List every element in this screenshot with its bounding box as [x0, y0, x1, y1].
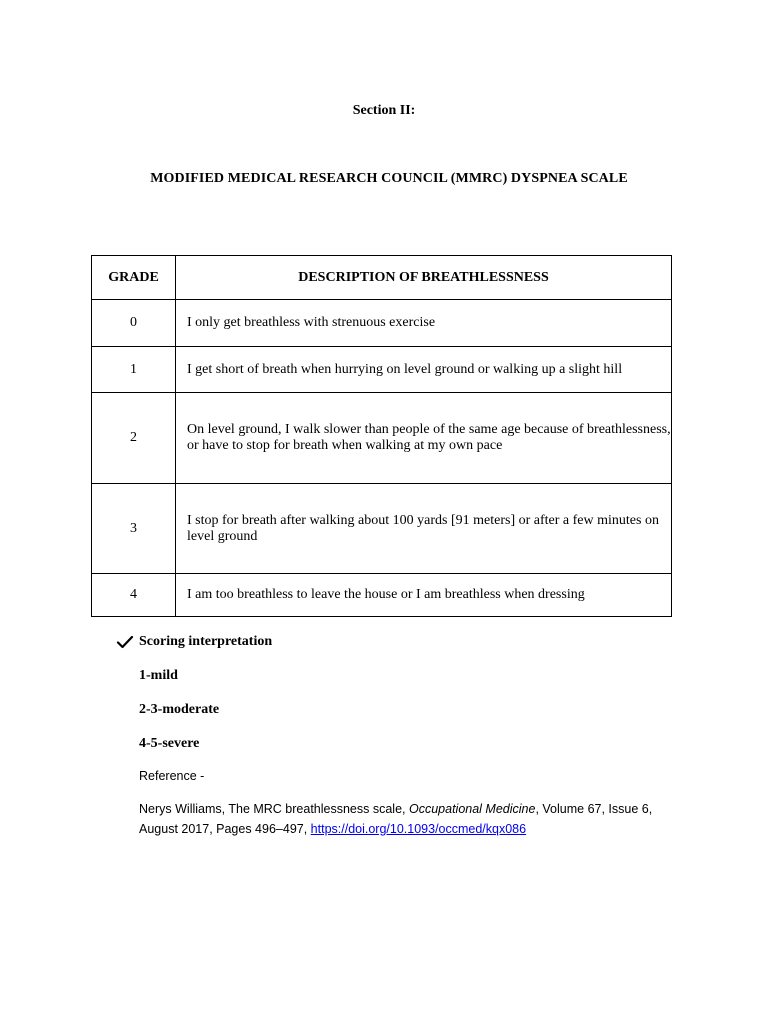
scoring-item-severe: 4-5-severe — [139, 736, 200, 751]
description-cell: I stop for breath after walking about 100 yards [91 meters] or after a few minutes on level ground — [176, 484, 672, 574]
reference-label: Reference - — [139, 769, 205, 783]
scoring-item-moderate: 2-3-moderate — [139, 702, 220, 717]
reference-citation — [139, 799, 679, 839]
table-row — [92, 484, 672, 574]
table-row — [92, 347, 672, 393]
scoring-item-mild: 1-mild — [139, 668, 178, 683]
doi-link[interactable]: https://doi.org/10.1093/occmed/kqx086 — [310, 822, 527, 836]
section-heading: Section II: — [352, 103, 416, 118]
scoring-interpretation — [116, 634, 272, 650]
description-cell: I only get breathless with strenuous exercise — [176, 300, 672, 347]
grade-cell: 4 — [92, 574, 176, 617]
grade-column-header: GRADE — [92, 256, 176, 300]
grade-cell: 1 — [92, 347, 176, 393]
grade-cell: 2 — [92, 393, 176, 484]
table-header-row — [92, 256, 672, 300]
scoring-heading: Scoring interpretation — [139, 634, 273, 649]
description-cell: I get short of breath when hurrying on level ground or walking up a slight hill — [176, 347, 672, 393]
document-title: MODIFIED MEDICAL RESEARCH COUNCIL (MMRC) DYSPNEA SCALE — [150, 171, 628, 186]
grade-cell: 0 — [92, 300, 176, 347]
description-cell: I am too breathless to leave the house or I am breathless when dressing — [176, 574, 672, 617]
scoring-heading-row — [116, 634, 272, 650]
description-column-header: DESCRIPTION OF BREATHLESSNESS — [176, 256, 672, 300]
table-row — [92, 574, 672, 617]
table-row — [92, 300, 672, 347]
table-row — [92, 393, 672, 484]
reference-journal: Occupational Medicine — [408, 802, 536, 816]
reference-authors-title: Nerys Williams, The MRC breathlessness scale, — [139, 802, 409, 816]
grade-cell: 3 — [92, 484, 176, 574]
checkmark-icon — [116, 635, 134, 649]
description-cell: On level ground, I walk slower than people of the same age because of breathlessness, or have to stop for breath when walking at my own pace — [176, 393, 672, 484]
dyspnea-scale-table — [91, 255, 672, 617]
reference-details: , Volume 67, Issue 6, August 2017, Pages 496–497, — [139, 802, 653, 836]
